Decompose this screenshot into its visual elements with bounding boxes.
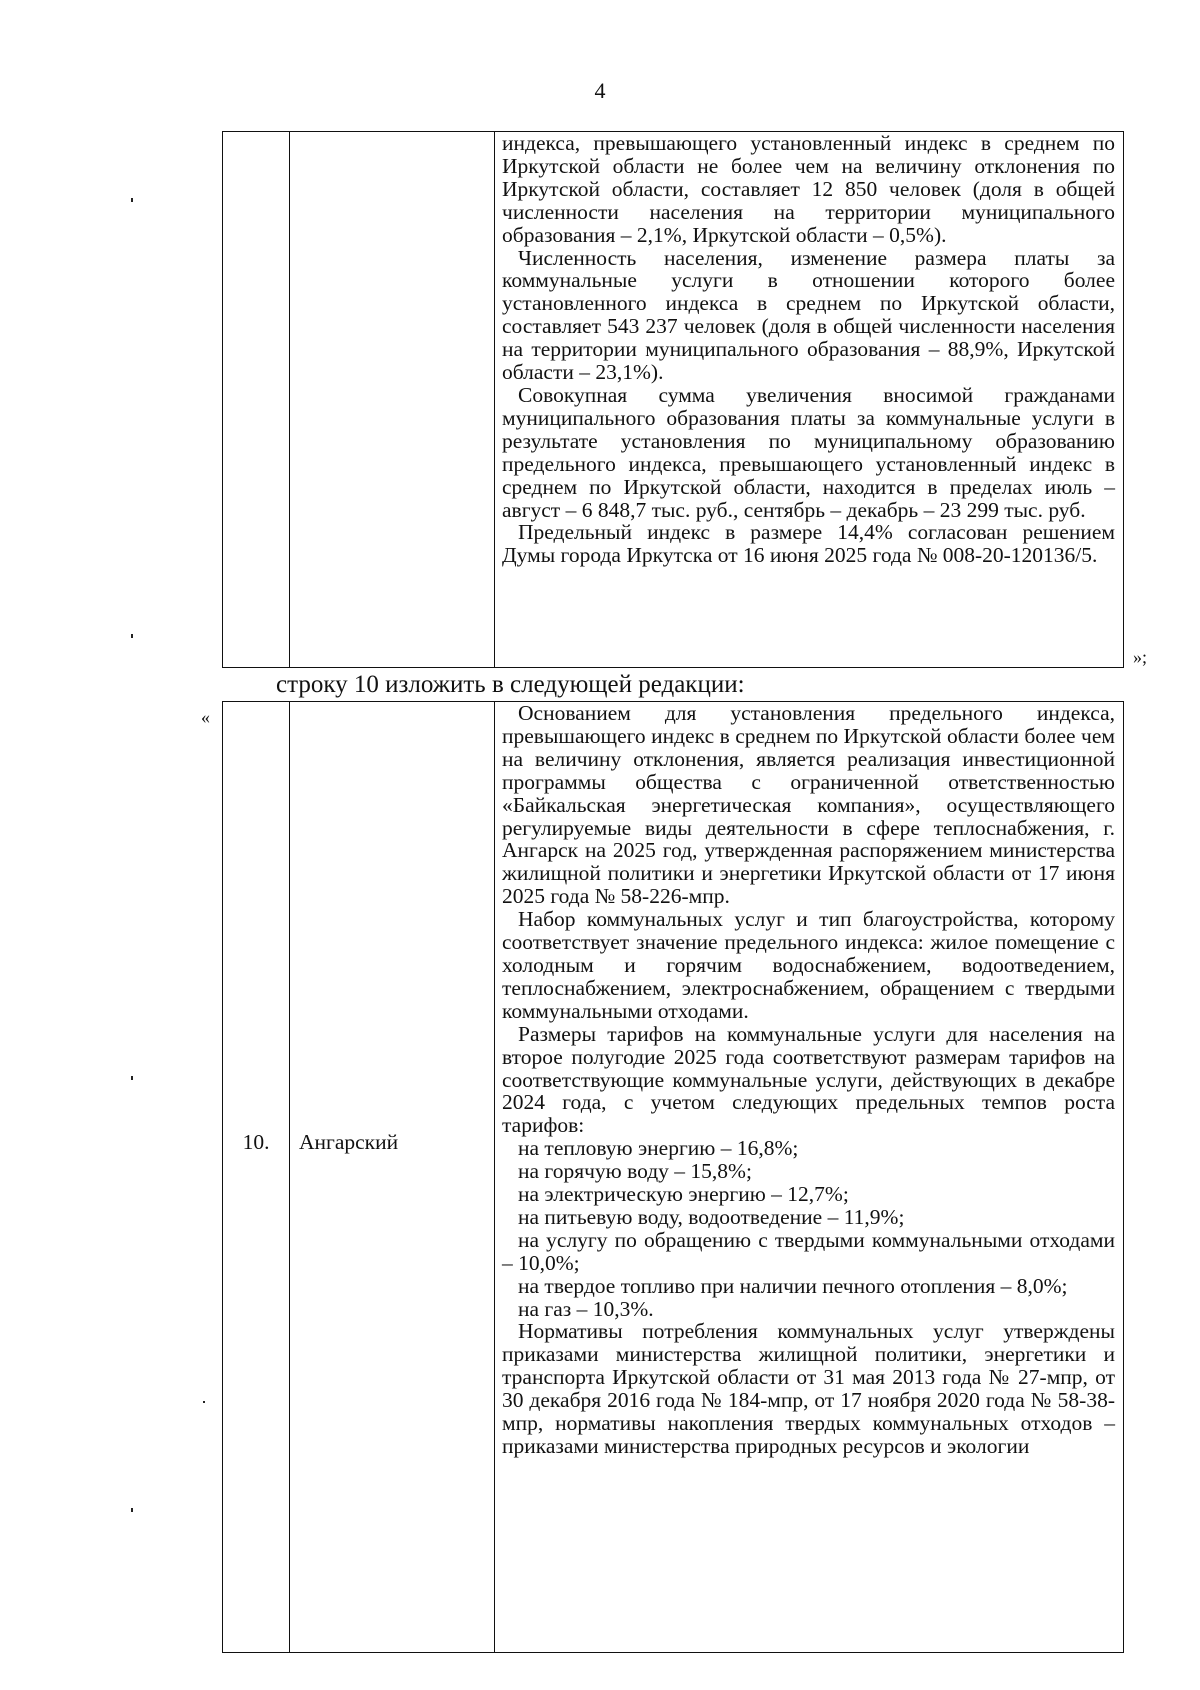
paragraph: на тепловую энергию – 16,8%; [518,1136,799,1161]
column-divider [494,702,495,1652]
paragraph: Численность населения, изменение размера платы за коммунальные услуги в отношении которого более установленного индекса в среднем по Иркутской области, составляет 543 237 человек (доля в общей численности населения на территории муниципального образования – 88,9%, Иркутской области – 23,1%). [502,245,1115,385]
table-row-10-text-cell [502,702,1115,1458]
municipality-cell: Ангарский [299,1130,399,1154]
column-divider [289,132,290,667]
table-fragment-top [222,131,1124,668]
closing-quote-mark: »; [1133,647,1148,667]
paragraph: на услугу по обращению с твердыми коммунальными отходами – 10,0%; [502,1227,1115,1275]
column-divider [289,702,290,1652]
row-number-cell: 10. [242,1130,270,1154]
paragraph: на электрическую энергию – 12,7%; [518,1182,849,1207]
scan-speck [131,634,133,638]
paragraph: на газ – 10,3%. [518,1296,654,1321]
paragraph: Совокупная сумма увеличения вносимой гражданами муниципального образования платы за коммунальные услуги в результате установления по муниципальному образованию предельного индекса, превышающего установленный индекс в среднем по Иркутской области, находится в пределах июль – август – 6 848,7 тыс. руб., сентябрь – декабрь – 23 299 тыс. руб. [502,382,1115,522]
page-number: 4 [594,78,606,103]
amendment-instruction: строку 10 изложить в следующей редакции: [276,671,745,698]
opening-quote-mark: « [201,707,210,727]
table-top-text-cell [502,132,1115,567]
paragraph: на твердое топливо при наличии печного отопления – 8,0%; [518,1273,1068,1298]
column-divider [494,132,495,667]
paragraph: Предельный индекс в размере 14,4% согласован решением Думы города Иркутска от 16 июня 2025 года № 008-20-120136/5. [502,520,1115,568]
table-row-10 [222,701,1124,1653]
scan-speck [203,1401,205,1403]
paragraph: на горячую воду – 15,8%; [518,1159,752,1184]
paragraph: Набор коммунальных услуг и тип благоустройства, которому соответствует значение предельного индекса: жилое помещение с холодным и горячим водоснабжением, водоотведением, теплоснабжением, электроснабжением, обращением с твердыми коммунальными отходами. [502,907,1115,1023]
paragraph: Основанием для установления предельного индекса, превышающего индекс в среднем по Иркутской области более чем на величину отклонения, является реализация инвестиционной программы общества с ограниченной ответственностью «Байкальская энергетическая компания», осуществляющего регулируемые виды деятельности в сфере теплоснабжения, г. Ангарск на 2025 год, утвержденная распоряжением министерства жилищной политики и энергетики Иркутской области от 17 июня 2025 года № 58-226-мпр. [502,701,1115,909]
scan-speck [131,1076,133,1080]
paragraph: Размеры тарифов на коммунальные услуги для населения на второе полугодие 2025 года соответствуют размерам тарифов на соответствующие коммунальные услуги, действующих в декабре 2024 года, с учетом следующих предельных темпов роста тарифов: [502,1021,1115,1138]
paragraph: Нормативы потребления коммунальных услуг утверждены приказами министерства жилищной политики, энергетики и транспорта Иркутской области от 31 мая 2013 года № 27-мпр, от 30 декабря 2016 года № 184-мпр, от 17 ноября 2020 года № 58-38-мпр, нормативы накопления твердых коммунальных отходов – приказами министерства природных ресурсов и экологии [502,1319,1115,1458]
paragraph: индекса, превышающего установленный индекс в среднем по Иркутской области не более чем на величину отклонения по Иркутской области, составляет 12 850 человек (доля в общей численности населения на территории муниципального образования – 2,1%, Иркутской области – 0,5%). [502,131,1115,247]
paragraph: на питьевую воду, водоотведение – 11,9%; [518,1204,905,1229]
scan-speck [131,1508,133,1512]
scan-speck [131,198,133,202]
